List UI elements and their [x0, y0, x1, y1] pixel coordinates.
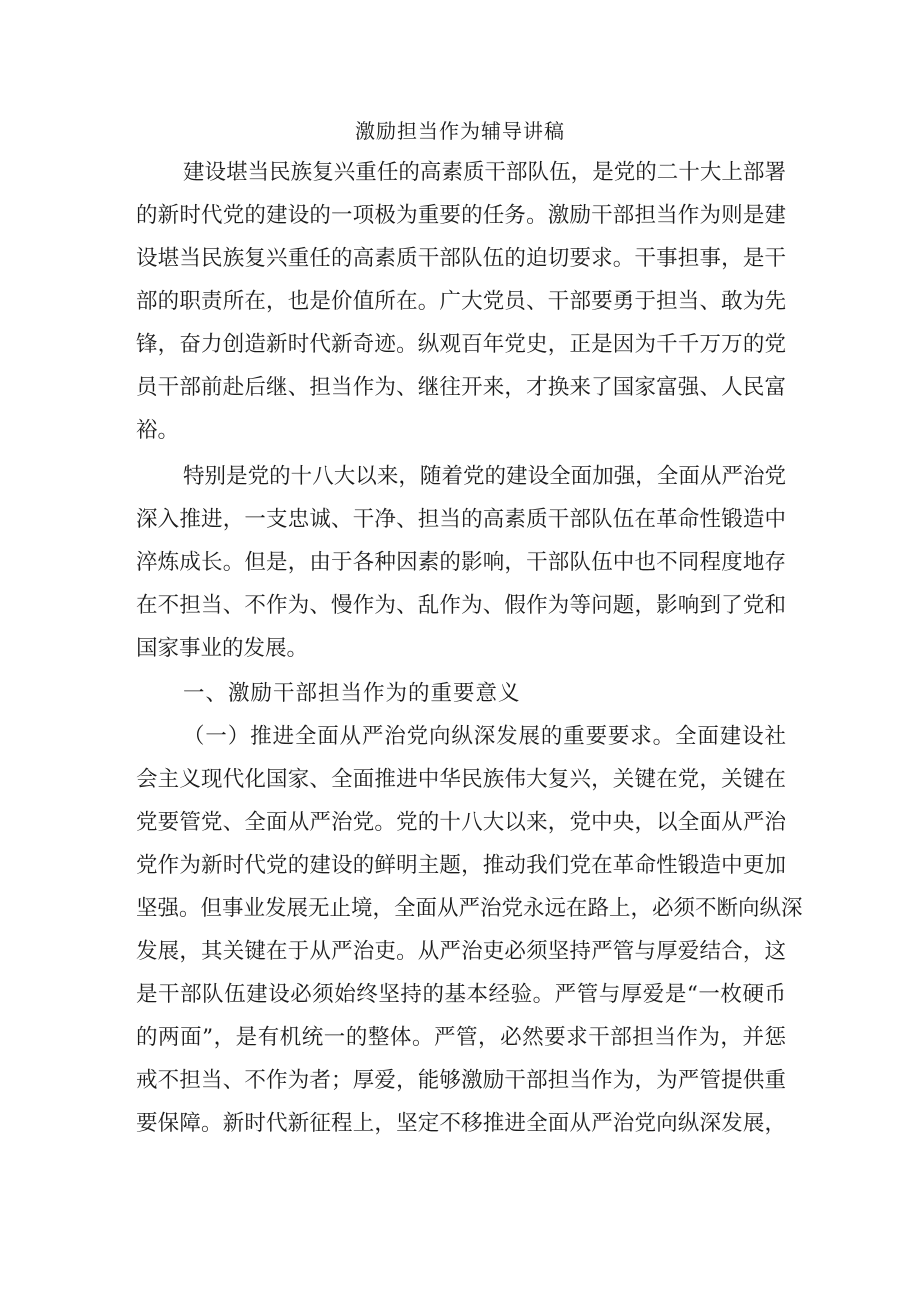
paragraph-line: 党要管党、全面从严治党。党的十八大以来，党中央，以全面从严治 [136, 810, 786, 835]
paragraph-line: 淬炼成长。但是，由于各种因素的影响，干部队伍中也不同程度地存 [136, 550, 786, 575]
paragraph-line: 的新时代党的建设的一项极为重要的任务。激励干部担当作为则是建 [136, 203, 786, 228]
paragraph-line: 坚强。但事业发展无止境，全面从严治党永远在路上，必须不断向纵深 [136, 896, 803, 921]
paragraph-line: 员干部前赴后继、担当作为、继往开来，才换来了国家富强、人民富 [136, 375, 786, 400]
document-title: 激励担当作为辅导讲稿 [355, 119, 565, 143]
paragraph-line: 是干部队伍建设必须始终坚持的基本经验。严管与厚爱是“一枚硬币 [136, 982, 786, 1007]
paragraph-line: 会主义现代化国家、全面推进中华民族伟大复兴，关键在党，关键在 [136, 767, 786, 792]
section-heading: 一、激励干部担当作为的重要意义 [183, 681, 521, 706]
paragraph-line: 发展，其关键在于从严治吏。从严治吏必须坚持严管与厚爱结合，这 [136, 939, 786, 964]
paragraph-line: 裕。 [136, 418, 180, 443]
paragraph-line: 设堪当民族复兴重任的高素质干部队伍的迫切要求。干事担事，是干 [136, 246, 786, 271]
paragraph-line: （一）推进全面从严治党向纵深发展的重要要求。全面建设社 [183, 724, 786, 749]
paragraph-line: 深入推进，一支忠诚、干净、担当的高素质干部队伍在革命性锻造中 [136, 507, 786, 532]
paragraph-line: 建设堪当民族复兴重任的高素质干部队伍，是党的二十大上部署 [183, 160, 786, 185]
paragraph-line: 戒不担当、不作为者；厚爱，能够激励干部担当作为，为严管提供重 [136, 1068, 786, 1093]
paragraph-line: 锋，奋力创造新时代新奇迹。纵观百年党史，正是因为千千万万的党 [136, 332, 786, 357]
paragraph-line: 特别是党的十八大以来，随着党的建设全面加强，全面从严治党 [183, 464, 786, 489]
paragraph-line: 要保障。新时代新征程上，坚定不移推进全面从严治党向纵深发展， [136, 1111, 786, 1136]
paragraph-line: 党作为新时代党的建设的鲜明主题，推动我们党在革命性锻造中更加 [136, 853, 786, 878]
paragraph-line: 在不担当、不作为、慢作为、乱作为、假作为等问题，影响到了党和 [136, 593, 786, 618]
paragraph-line: 的两面”，是有机统一的整体。严管，必然要求干部担当作为，并惩 [136, 1025, 786, 1050]
paragraph-line: 部的职责所在，也是价值所在。广大党员、干部要勇于担当、敢为先 [136, 289, 786, 314]
paragraph-line: 国家事业的发展。 [136, 636, 309, 661]
